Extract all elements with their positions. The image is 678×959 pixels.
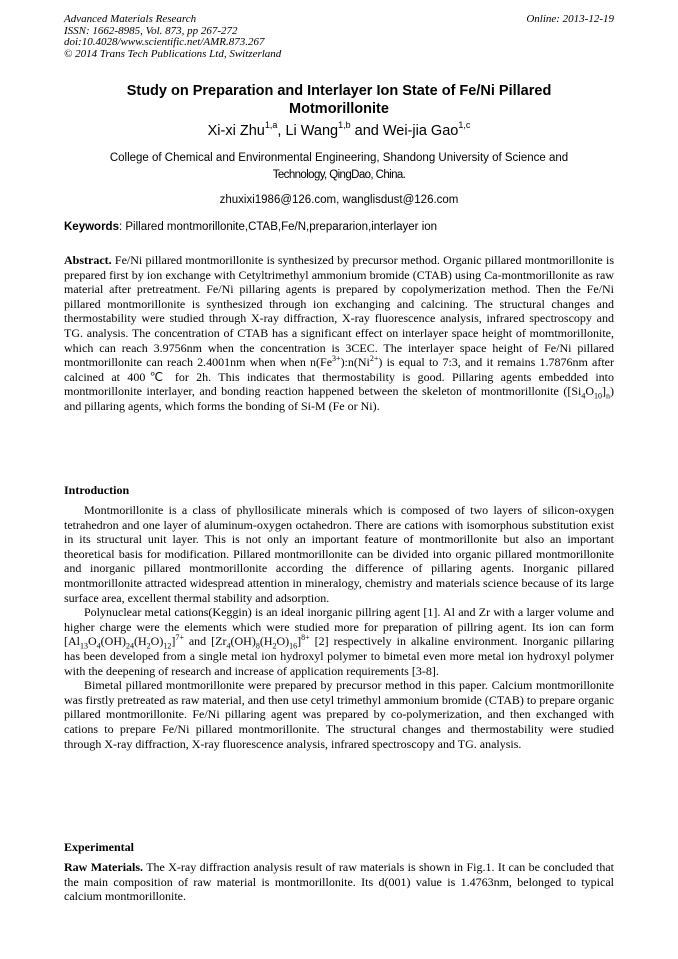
affiliation <box>64 150 614 184</box>
abstract-text: Fe/Ni pillared montmorillonite is synthesized by precursor method. Organic pillared montmorillonite is prepared first by ion exchange with Cetyltrimethyl ammonium bromide (CTAB) using Ca-montmorillonite as raw material after pretreatment. Fe/Ni pillaring agents is prepared by copolymerization method. Then the Fe/Ni pillared montmorillonite is synthesized through ion exchanging and calcining. The structural changes and thermostability were studied through X-ray diffraction, X-ray fluorescence analysis, infrared spectroscopy and TG. analysis. The concentration of CTAB has a significant effect on interlayer space height of momtmorillonite, which can reach 3.9756nm when the concentration is 3CEC. The interlayer space height of Fe/Ni pillared montmorillonite can reach 2.4001nm when when n(Fe <box>64 253 614 370</box>
abstract-text: ):n(Ni <box>340 355 370 370</box>
author-affiliation-mark: 1,c <box>458 120 471 131</box>
author-separator: and <box>350 123 383 139</box>
author-affiliation-mark: 1,a <box>264 120 278 131</box>
text-run: O) <box>276 634 290 649</box>
affiliation-line-2: Technology, QingDao, China. <box>272 169 406 181</box>
text-run: O) <box>150 634 164 649</box>
abstract-label: Abstract. <box>64 253 112 267</box>
text-run: (OH) <box>230 634 256 649</box>
affiliation-line-1: College of Chemical and Environmental Engineering, Shandong University of Science and <box>109 152 569 164</box>
superscript: 3+ <box>332 354 341 364</box>
text-run: ] <box>171 634 176 649</box>
keywords-label: Keywords <box>64 221 119 233</box>
introduction-paragraph-1: Montmorillonite is a class of phyllosilicate minerals which is composed of two layers of silicon-oxygen tetrahedron and one layer of aluminum-oxygen octahedron. There are cations with isomorphous substitution exist in its structural unit layer. This is not only an important feature of montmorillonite but also an important theoretical basis for modification. Pillared montmorillonite can be divided into organic pillared montmorillonite and inorganic pillared montmorillonite according the difference of pillaring agents. Inorganic pillared montmorillonite attracted widespread attention in mineralogy, chemistry and materials science because of its large surface area, excellent thermal stability and adsorption. <box>64 503 614 605</box>
introduction-paragraph-3: Bimetal pillared montmorillonite were prepared by precursor method in this paper. Calcium montmorillonite was firstly pretreated as raw material, and then use cetyl trimethyl ammonium bromide (CTAB) to prepare organic pillared montmorillonite. Fe/Ni pillaring agent was prepared by co-polymerization, and then exchanged with cations to prepare Fe/Ni pillared montmorillonite. The structural changes and thermostability were studied through X-ray diffraction, X-ray fluorescence analysis, infrared spectroscopy and TG. analysis. <box>64 678 614 751</box>
doi-line: doi:10.4028/www.scientific.net/AMR.873.267 <box>64 36 265 48</box>
copyright-line: © 2014 Trans Tech Publications Ltd, Switzerland <box>64 47 282 60</box>
keywords-line <box>64 220 614 234</box>
abstract-paragraph <box>64 253 614 414</box>
superscript: 2+ <box>369 354 379 364</box>
abstract-text: ] <box>602 384 606 399</box>
journal-name: Advanced Materials Research <box>64 13 197 25</box>
keywords-text: : Pillared montmorillonite,CTAB,Fe/N,prepararion,interlayer ion <box>118 221 438 233</box>
subscript: 10 <box>594 391 602 401</box>
abstract-text: ) and pillaring agents, which forms the bonding of Si-M (Fe or Ni). <box>64 384 614 413</box>
raw-materials-label: Raw Materials. <box>64 860 144 874</box>
online-date: Online: 2013-12-19 <box>526 13 614 25</box>
introduction-paragraph-2 <box>64 605 614 678</box>
superscript: 8+ <box>301 633 310 643</box>
text-run: Polynuclear metal cations(Keggin) is an ideal inorganic pillring agent [1]. Al and Zr with a larger volume and higher charge were the elements which were studied more for preparation of pillring agent. Its ion can form [Al <box>64 605 614 649</box>
subscript: 4 <box>581 391 586 401</box>
text-run: (H <box>134 634 147 649</box>
author-list <box>64 122 614 140</box>
text-run: ] <box>297 634 302 649</box>
journal-header <box>64 14 281 60</box>
issn-line: ISSN: 1662-8985, Vol. 873, pp 267-272 <box>64 24 238 37</box>
author-name: Li Wang <box>285 123 339 139</box>
superscript: 7+ <box>175 633 184 643</box>
subscript: 4 <box>226 641 231 651</box>
subscript: 8 <box>255 641 260 651</box>
subscript: 2 <box>146 641 151 651</box>
text-run: and [Zr <box>183 634 227 649</box>
subscript: 13 <box>80 641 88 651</box>
text-run: (H <box>259 634 273 649</box>
raw-materials-paragraph <box>64 860 614 904</box>
author-emails[interactable]: zhuxixi1986@126.com, wanglisdust@126.com <box>219 194 459 206</box>
subscript: 2 <box>272 641 277 651</box>
subscript: 4 <box>96 641 101 651</box>
author-name: Wei-jia Gao <box>382 123 459 139</box>
raw-materials-text: The X-ray diffraction analysis result of raw materials is shown in Fig.1. It can be concluded that the main composition of raw material is montmorillonite. Its d(001) value is 1.4763nm, belonged to typical calcium montmorillonite. <box>64 860 614 904</box>
author-affiliation-mark: 1,b <box>338 120 351 131</box>
text-run: O <box>88 634 97 649</box>
subscript: 24 <box>126 641 134 651</box>
abstract-text: O <box>585 384 594 399</box>
text-run: [2] respectively in alkaline environment. Inorganic pillaring has been developed from a single metal ion hydroxyl polymer to bimetal even more metal ion hydroxyl polymer with the deepening of research and increase of application requirements [3-8]. <box>64 634 614 678</box>
introduction-heading: Introduction <box>64 483 130 497</box>
author-name: Xi-xi Zhu <box>207 123 265 139</box>
title-line-1: Study on Preparation and Interlayer Ion State of Fe/Ni Pillared <box>126 83 552 99</box>
subscript: 12 <box>163 641 172 651</box>
title-line-2: Motmorillonite <box>289 101 389 117</box>
subscript: n <box>606 391 610 401</box>
introduction-section <box>64 503 614 751</box>
text-run: (OH) <box>100 634 126 649</box>
subscript: 16 <box>289 641 298 651</box>
experimental-heading: Experimental <box>64 840 134 854</box>
author-separator: , <box>277 123 286 139</box>
abstract-text: ) is equal to 7:3, and it remains 1.7876nm after calcined at 400℃ for 2h. This indicates that thermostability is good. Pillaring agents embedded into montmorillonite interlayer, and bonding reaction happened between the skeleton of montmorillonite ([Si <box>64 355 615 399</box>
paper-title <box>64 82 614 118</box>
